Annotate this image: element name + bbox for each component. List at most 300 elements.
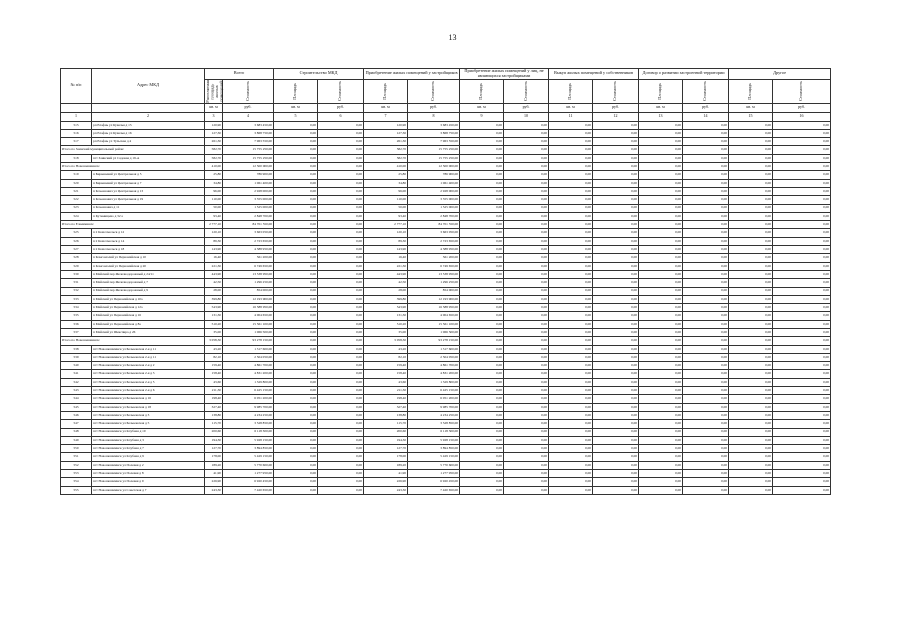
row-number: 516 — [61, 129, 92, 137]
construction-cost-cell: 0,00 — [318, 445, 364, 453]
zero-cost-cell: 0,00 — [683, 254, 729, 262]
zero-cost-cell: 0,00 — [683, 403, 729, 411]
construction-cost-cell: 0,00 — [318, 428, 364, 436]
construction-area-cell: 0,00 — [274, 212, 318, 220]
row-number: 517 — [61, 138, 92, 146]
total-area-cell: 131,30 — [205, 312, 223, 320]
zero-area-cell: 0,00 — [549, 395, 593, 403]
address-cell: пгт Новошешминск ул Бельковская 2-я д 11 — [92, 345, 205, 353]
col-group-other: Другое — [729, 69, 831, 80]
table-row — [61, 295, 831, 303]
zero-area-cell: 0,00 — [549, 246, 593, 254]
zero-cost-cell: 0,00 — [683, 204, 729, 212]
construction-area-cell: 0,00 — [274, 411, 318, 419]
zero-cost-cell: 0,00 — [683, 362, 729, 370]
column-index: 11 — [549, 112, 593, 121]
zero-area-cell: 0,00 — [549, 163, 593, 171]
developer-cost-cell: 12 500 000,00 — [408, 163, 460, 171]
unit-label: кв. м — [364, 103, 408, 112]
construction-area-cell: 0,00 — [274, 204, 318, 212]
address-cell: п Кутьмищево д 32 а — [92, 212, 205, 220]
subtotal-row — [61, 163, 831, 171]
zero-cost-cell: 0,00 — [773, 212, 831, 220]
zero-area-cell: 0,00 — [460, 453, 504, 461]
zero-area-cell: 0,00 — [549, 270, 593, 278]
table-row — [61, 403, 831, 411]
zero-cost-cell: 0,00 — [593, 470, 639, 478]
row-number: 515 — [61, 121, 92, 129]
construction-area-cell: 0,00 — [274, 221, 318, 229]
zero-cost-cell: 0,00 — [504, 486, 549, 494]
zero-area-cell: 0,00 — [729, 436, 773, 444]
zero-cost-cell: 0,00 — [593, 129, 639, 137]
zero-area-cell: 0,00 — [729, 395, 773, 403]
developer-cost-cell: 3 683 450,00 — [408, 121, 460, 129]
zero-area-cell: 0,00 — [460, 387, 504, 395]
zero-area-cell: 0,00 — [729, 196, 773, 204]
construction-cost-cell: 0,00 — [318, 353, 364, 361]
zero-area-cell: 0,00 — [549, 254, 593, 262]
zero-cost-cell: 0,00 — [683, 328, 729, 336]
total-cost-cell: 2 504 050,00 — [223, 353, 274, 361]
zero-area-cell: 0,00 — [460, 328, 504, 336]
construction-cost-cell: 0,00 — [318, 287, 364, 295]
zero-area-cell: 0,00 — [639, 146, 683, 154]
zero-area-cell: 0,00 — [460, 154, 504, 162]
total-cost-cell: 6 118 300,00 — [223, 428, 274, 436]
developer-cost-cell: 2 928 000,00 — [408, 187, 460, 195]
construction-cost-cell: 0,00 — [318, 262, 364, 270]
zero-cost-cell: 0,00 — [683, 163, 729, 171]
developer-cost-cell: 13 538 950,00 — [408, 270, 460, 278]
zero-cost-cell: 0,00 — [504, 246, 549, 254]
developer-cost-cell: 4 004 650,00 — [408, 312, 460, 320]
zero-area-cell: 0,00 — [729, 420, 773, 428]
construction-cost-cell: 0,00 — [318, 461, 364, 469]
zero-area-cell: 0,00 — [729, 295, 773, 303]
total-area-cell: 158,40 — [205, 370, 223, 378]
zero-area-cell: 0,00 — [639, 129, 683, 137]
total-cost-cell: 1 525 000,00 — [223, 204, 274, 212]
zero-area-cell: 0,00 — [549, 320, 593, 328]
developer-area-cell: 138,80 — [364, 411, 408, 419]
zero-cost-cell: 0,00 — [593, 461, 639, 469]
zero-area-cell: 0,00 — [639, 461, 683, 469]
subcol-cost — [408, 79, 460, 103]
column-index: 6 — [318, 112, 364, 121]
zero-area-cell: 0,00 — [460, 229, 504, 237]
total-area-cell: 16,40 — [205, 254, 223, 262]
subcol-cost — [593, 79, 639, 103]
developer-area-cell: 42,50 — [364, 279, 408, 287]
developer-cost-cell: 6 425 150,00 — [408, 387, 460, 395]
row-number: 541 — [61, 370, 92, 378]
address-cell: п 2 Комсомольск д 12 — [92, 229, 205, 237]
address-cell: п Биркеневий ул Центральная д 7 — [92, 179, 205, 187]
address-cell: п Комсомолий ул Первомайская д 20 — [92, 262, 205, 270]
developer-cost-cell: 6 920 450,00 — [408, 478, 460, 486]
zero-area-cell: 0,00 — [460, 171, 504, 179]
subcol-cost-label: Стоимость — [337, 81, 343, 102]
zero-cost-cell: 0,00 — [593, 328, 639, 336]
zero-area-cell: 0,00 — [639, 470, 683, 478]
construction-area-cell: 0,00 — [274, 312, 318, 320]
construction-area-cell: 0,00 — [274, 146, 318, 154]
zero-cost-cell: 0,00 — [773, 129, 831, 137]
zero-area-cell: 0,00 — [549, 328, 593, 336]
zero-cost-cell: 0,00 — [773, 345, 831, 353]
construction-area-cell: 0,00 — [274, 428, 318, 436]
zero-cost-cell: 0,00 — [683, 370, 729, 378]
zero-area-cell: 0,00 — [729, 246, 773, 254]
zero-cost-cell: 0,00 — [683, 295, 729, 303]
zero-cost-cell: 0,00 — [593, 387, 639, 395]
total-area-cell: 189,20 — [205, 461, 223, 469]
construction-area-cell: 0,00 — [274, 154, 318, 162]
construction-cost-cell: 0,00 — [318, 179, 364, 187]
construction-area-cell: 0,00 — [274, 362, 318, 370]
zero-cost-cell: 0,00 — [683, 179, 729, 187]
developer-area-cell: 158,40 — [364, 370, 408, 378]
zero-area-cell: 0,00 — [729, 486, 773, 494]
zero-area-cell: 0,00 — [729, 362, 773, 370]
zero-cost-cell: 0,00 — [683, 445, 729, 453]
address-cell: пгт Новошешминск ул Бельковская 2-я д 11 — [92, 353, 205, 361]
developer-cost-cell: 12 193 900,00 — [408, 295, 460, 303]
developer-cost-cell: 3 868 750,00 — [408, 129, 460, 137]
developer-area-cell: 443,90 — [364, 270, 408, 278]
developer-cost-cell: 4 831 200,00 — [408, 370, 460, 378]
zero-area-cell: 0,00 — [460, 378, 504, 386]
zero-area-cell: 0,00 — [729, 270, 773, 278]
table-row — [61, 204, 831, 212]
zero-cost-cell: 0,00 — [504, 403, 549, 411]
zero-cost-cell: 0,00 — [773, 420, 831, 428]
zero-area-cell: 0,00 — [460, 138, 504, 146]
zero-cost-cell: 0,00 — [504, 254, 549, 262]
zero-area-cell: 0,00 — [639, 328, 683, 336]
zero-cost-cell: 0,00 — [683, 345, 729, 353]
zero-area-cell: 0,00 — [639, 478, 683, 486]
zero-area-cell: 0,00 — [549, 420, 593, 428]
zero-area-cell: 0,00 — [460, 345, 504, 353]
zero-cost-cell: 0,00 — [773, 411, 831, 419]
zero-cost-cell: 0,00 — [683, 187, 729, 195]
zero-cost-cell: 0,00 — [593, 362, 639, 370]
subcol-area — [274, 79, 318, 103]
column-index: 5 — [274, 112, 318, 121]
column-index: 3 — [205, 112, 223, 121]
zero-cost-cell: 0,00 — [593, 196, 639, 204]
zero-cost-cell: 0,00 — [504, 138, 549, 146]
zero-area-cell: 0,00 — [460, 445, 504, 453]
zero-cost-cell: 0,00 — [773, 154, 831, 162]
subcol-cost-label: Стоимость — [798, 81, 804, 102]
zero-cost-cell: 0,00 — [773, 254, 831, 262]
developer-area-cell: 82,10 — [364, 353, 408, 361]
address-cell: пгт Новошешминск ул Советская д 7 — [92, 486, 205, 494]
zero-cost-cell: 0,00 — [504, 187, 549, 195]
zero-cost-cell: 0,00 — [504, 345, 549, 353]
total-cost-cell: 1 061 400,00 — [223, 179, 274, 187]
zero-cost-cell: 0,00 — [683, 237, 729, 245]
zero-area-cell: 0,00 — [639, 403, 683, 411]
col-group-construction: Строительство МКД — [274, 69, 364, 80]
developer-area-cell: 34,80 — [364, 179, 408, 187]
subcol-resettled-area-label: Расселяемая площадь жилых помещений — [205, 79, 224, 103]
construction-area-cell: 0,00 — [274, 320, 318, 328]
construction-cost-cell: 0,00 — [318, 370, 364, 378]
construction-cost-cell: 0,00 — [318, 486, 364, 494]
unit-label: кв. м — [274, 103, 318, 112]
developer-cost-cell: 786 900,00 — [408, 171, 460, 179]
developer-area-cell: 198,40 — [364, 395, 408, 403]
unit-label: руб. — [683, 103, 729, 112]
zero-cost-cell: 0,00 — [504, 304, 549, 312]
zero-cost-cell: 0,00 — [504, 362, 549, 370]
zero-cost-cell: 0,00 — [593, 279, 639, 287]
construction-cost-cell: 0,00 — [318, 411, 364, 419]
developer-cost-cell: 4 861 700,00 — [408, 362, 460, 370]
zero-area-cell: 0,00 — [639, 246, 683, 254]
zero-area-cell: 0,00 — [729, 428, 773, 436]
col-group-nondeveloper-purchase: Приобретение жилых помещений у лиц, не являющихся застройщиками — [460, 69, 549, 80]
zero-cost-cell: 0,00 — [504, 478, 549, 486]
zero-area-cell: 0,00 — [549, 461, 593, 469]
row-number: 518 — [61, 154, 92, 162]
column-index: 15 — [729, 112, 773, 121]
zero-cost-cell: 0,00 — [773, 287, 831, 295]
construction-cost-cell: 0,00 — [318, 453, 364, 461]
subcol-cost-label: Стоимость — [612, 81, 618, 102]
table-row — [61, 179, 831, 187]
zero-cost-cell: 0,00 — [504, 270, 549, 278]
column-index: 16 — [773, 112, 831, 121]
zero-area-cell: 0,00 — [460, 221, 504, 229]
zero-cost-cell: 0,00 — [773, 387, 831, 395]
zero-cost-cell: 0,00 — [773, 295, 831, 303]
total-cost-cell: 1 317 600,00 — [223, 345, 274, 353]
total-cost-cell: 3 663 050,00 — [223, 229, 274, 237]
zero-area-cell: 0,00 — [549, 279, 593, 287]
zero-area-cell: 0,00 — [460, 461, 504, 469]
zero-area-cell: 0,00 — [729, 378, 773, 386]
zero-area-cell: 0,00 — [549, 138, 593, 146]
table-row — [61, 254, 831, 262]
construction-area-cell: 0,00 — [274, 387, 318, 395]
zero-cost-cell: 0,00 — [504, 196, 549, 204]
zero-cost-cell: 0,00 — [773, 378, 831, 386]
zero-cost-cell: 0,00 — [683, 262, 729, 270]
table-row — [61, 320, 831, 328]
zero-area-cell: 0,00 — [639, 411, 683, 419]
developer-cost-cell: 6 749 650,00 — [408, 262, 460, 270]
zero-area-cell: 0,00 — [639, 295, 683, 303]
column-index: 13 — [639, 112, 683, 121]
zero-area-cell: 0,00 — [460, 129, 504, 137]
row-number: 555 — [61, 486, 92, 494]
units-blank — [61, 103, 92, 112]
construction-cost-cell: 0,00 — [318, 362, 364, 370]
zero-cost-cell: 0,00 — [593, 478, 639, 486]
construction-cost-cell: 0,00 — [318, 212, 364, 220]
zero-cost-cell: 0,00 — [683, 246, 729, 254]
developer-cost-cell: 1 061 400,00 — [408, 179, 460, 187]
row-number: 536 — [61, 320, 92, 328]
developer-area-cell: 582,70 — [364, 154, 408, 162]
zero-cost-cell: 0,00 — [773, 370, 831, 378]
zero-area-cell: 0,00 — [729, 138, 773, 146]
zero-cost-cell: 0,00 — [504, 328, 549, 336]
zero-cost-cell: 0,00 — [504, 262, 549, 270]
zero-area-cell: 0,00 — [460, 295, 504, 303]
zero-area-cell: 0,00 — [460, 287, 504, 295]
total-cost-cell: 12 500 000,00 — [223, 163, 274, 171]
zero-area-cell: 0,00 — [729, 163, 773, 171]
table-row — [61, 304, 831, 312]
zero-cost-cell: 0,00 — [773, 279, 831, 287]
zero-cost-cell: 0,00 — [683, 411, 729, 419]
table-row — [61, 212, 831, 220]
zero-cost-cell: 0,00 — [773, 262, 831, 270]
total-area-cell: 50,00 — [205, 204, 223, 212]
zero-cost-cell: 0,00 — [683, 320, 729, 328]
developer-cost-cell: 2 848 700,00 — [408, 212, 460, 220]
developer-cost-cell: 15 755 250,00 — [408, 146, 460, 154]
zero-area-cell: 0,00 — [639, 237, 683, 245]
developer-area-cell: 410,00 — [364, 163, 408, 171]
table-row — [61, 196, 831, 204]
developer-cost-cell: 5 928 150,00 — [408, 436, 460, 444]
subtotal-row — [61, 221, 831, 229]
zero-area-cell: 0,00 — [460, 428, 504, 436]
zero-area-cell: 0,00 — [639, 378, 683, 386]
zero-area-cell: 0,00 — [639, 345, 683, 353]
construction-area-cell: 0,00 — [274, 378, 318, 386]
zero-cost-cell: 0,00 — [593, 229, 639, 237]
zero-area-cell: 0,00 — [729, 470, 773, 478]
column-index: 10 — [504, 112, 549, 121]
zero-cost-cell: 0,00 — [683, 129, 729, 137]
total-area-cell: 127,70 — [205, 445, 223, 453]
row-number: 525 — [61, 229, 92, 237]
developer-area-cell: 16,40 — [364, 254, 408, 262]
table-row — [61, 171, 831, 179]
zero-area-cell: 0,00 — [549, 295, 593, 303]
zero-area-cell: 0,00 — [729, 146, 773, 154]
subcol-area-label: Площадь — [292, 82, 298, 100]
developer-area-cell: 399,80 — [364, 295, 408, 303]
total-cost-cell: 4 831 200,00 — [223, 370, 274, 378]
zero-area-cell: 0,00 — [460, 403, 504, 411]
developer-area-cell: 2 777,10 — [364, 221, 408, 229]
construction-cost-cell: 0,00 — [318, 320, 364, 328]
zero-area-cell: 0,00 — [639, 337, 683, 345]
zero-cost-cell: 0,00 — [773, 470, 831, 478]
construction-area-cell: 0,00 — [274, 304, 318, 312]
construction-cost-cell: 0,00 — [318, 345, 364, 353]
row-number: 520 — [61, 179, 92, 187]
zero-cost-cell: 0,00 — [593, 171, 639, 179]
zero-cost-cell: 0,00 — [773, 453, 831, 461]
developer-area-cell: 120,10 — [364, 229, 408, 237]
zero-area-cell: 0,00 — [639, 370, 683, 378]
zero-area-cell: 0,00 — [729, 212, 773, 220]
zero-cost-cell: 0,00 — [683, 212, 729, 220]
subcol-cost — [504, 79, 549, 103]
zero-area-cell: 0,00 — [460, 270, 504, 278]
zero-cost-cell: 0,00 — [593, 370, 639, 378]
total-cost-cell: 1 329 800,00 — [223, 378, 274, 386]
unit-label: кв. м — [205, 103, 223, 112]
construction-cost-cell: 0,00 — [318, 138, 364, 146]
zero-area-cell: 0,00 — [460, 320, 504, 328]
subcol-total-cost — [223, 79, 274, 103]
total-area-cell: 159,40 — [205, 362, 223, 370]
zero-cost-cell: 0,00 — [504, 378, 549, 386]
total-area-cell: 327,40 — [205, 403, 223, 411]
total-cost-cell: 6 051 200,00 — [223, 395, 274, 403]
total-area-cell: 120,90 — [205, 121, 223, 129]
zero-cost-cell: 0,00 — [773, 486, 831, 494]
table-row — [61, 436, 831, 444]
zero-area-cell: 0,00 — [460, 312, 504, 320]
total-area-cell: 582,70 — [205, 146, 223, 154]
zero-area-cell: 0,00 — [639, 387, 683, 395]
zero-cost-cell: 0,00 — [773, 395, 831, 403]
total-cost-cell: 3 355 000,00 — [223, 196, 274, 204]
zero-cost-cell: 0,00 — [683, 470, 729, 478]
address-cell: пгт Новошешминск ул Бельковская д 16 — [92, 395, 205, 403]
table-row — [61, 287, 831, 295]
developer-area-cell: 3 058,30 — [364, 337, 408, 345]
construction-area-cell: 0,00 — [274, 345, 318, 353]
zero-cost-cell: 0,00 — [504, 295, 549, 303]
developer-area-cell: 110,00 — [364, 196, 408, 204]
row-number: 533 — [61, 295, 92, 303]
zero-area-cell: 0,00 — [549, 229, 593, 237]
zero-cost-cell: 0,00 — [593, 304, 639, 312]
zero-cost-cell: 0,00 — [504, 237, 549, 245]
total-cost-cell: 93 278 150,00 — [223, 337, 274, 345]
subcol-area — [729, 79, 773, 103]
construction-cost-cell: 0,00 — [318, 312, 364, 320]
developer-area-cell: 43,20 — [364, 345, 408, 353]
address-cell: п Кочеенович д 11 — [92, 204, 205, 212]
construction-cost-cell: 0,00 — [318, 387, 364, 395]
construction-cost-cell: 0,00 — [318, 154, 364, 162]
column-index: 12 — [593, 112, 639, 121]
row-number: 551 — [61, 453, 92, 461]
construction-area-cell: 0,00 — [274, 328, 318, 336]
row-number: 535 — [61, 312, 92, 320]
developer-cost-cell: 16 588 950,00 — [408, 304, 460, 312]
construction-area-cell: 0,00 — [274, 395, 318, 403]
zero-area-cell: 0,00 — [639, 187, 683, 195]
zero-area-cell: 0,00 — [639, 453, 683, 461]
total-area-cell: 93,40 — [205, 212, 223, 220]
zero-cost-cell: 0,00 — [504, 121, 549, 129]
zero-area-cell: 0,00 — [729, 411, 773, 419]
zero-area-cell: 0,00 — [460, 353, 504, 361]
zero-area-cell: 0,00 — [549, 436, 593, 444]
construction-cost-cell: 0,00 — [318, 129, 364, 137]
zero-area-cell: 0,00 — [639, 304, 683, 312]
construction-cost-cell: 0,00 — [318, 420, 364, 428]
zero-cost-cell: 0,00 — [773, 146, 831, 154]
resettlement-table — [60, 68, 831, 495]
zero-area-cell: 0,00 — [729, 204, 773, 212]
